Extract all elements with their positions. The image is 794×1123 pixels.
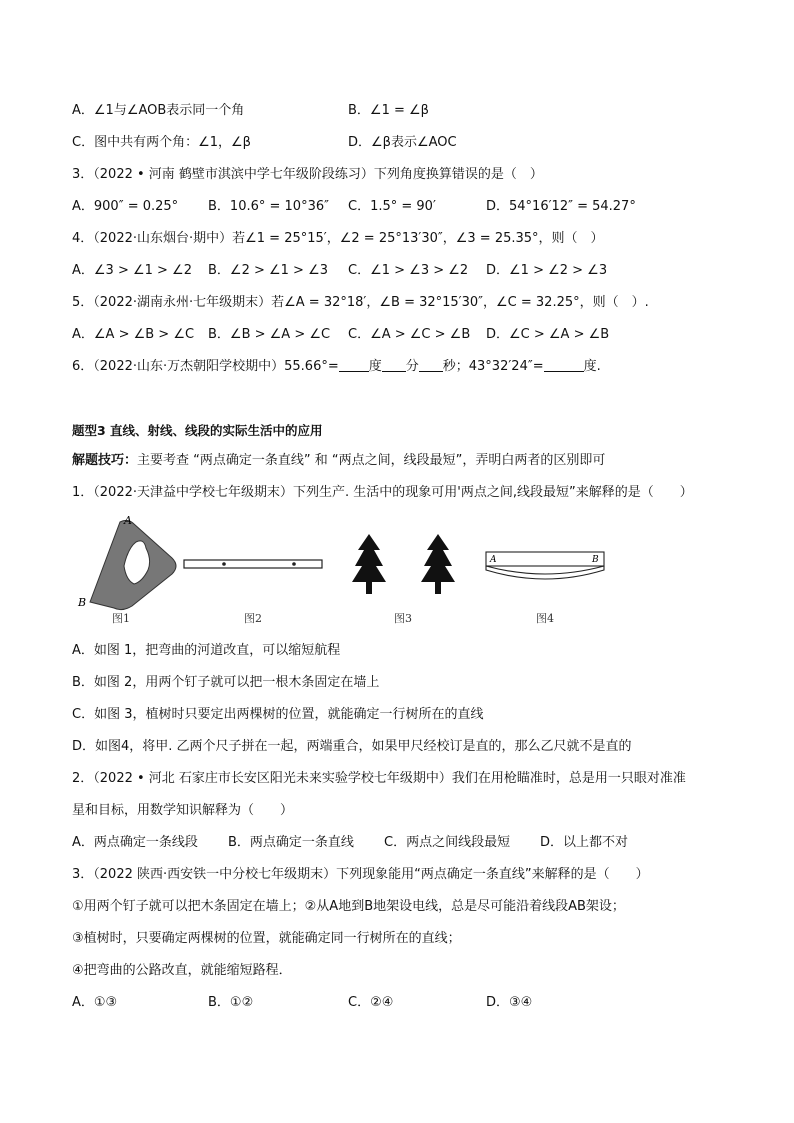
question-options-row: [348, 102, 429, 120]
fig4-label-b: B: [592, 555, 599, 565]
figure-1: [77, 514, 176, 610]
section-question-2-stem-cont: [72, 802, 293, 820]
option-b: B．①②: [208, 995, 254, 1010]
question-options-row: [72, 134, 251, 152]
figure-3-caption: 图3: [394, 612, 412, 625]
statement-text: ③植树时，只要确定两棵树的位置，就能确定同一行树所在的直线；: [72, 931, 461, 946]
question-6: [72, 358, 601, 376]
section-question-3-stem: [72, 866, 649, 884]
option-c: C．图中共有两个角：∠1，∠β: [72, 135, 251, 150]
section-question-2-option-d: [540, 834, 628, 852]
fig1-label-a: A: [124, 514, 132, 527]
question-5-option-d: [486, 326, 609, 344]
option-d: D．∠C > ∠A > ∠B: [486, 327, 610, 342]
answer-blank[interactable]: [382, 358, 406, 372]
answer-blank[interactable]: [544, 358, 584, 372]
fig1-label-b: B: [78, 596, 87, 609]
question-4-option-d: [486, 262, 607, 280]
option-b: B．如图 2，用两个钉子就可以把一根木条固定在墙上: [72, 675, 380, 690]
section-question-2-option-c: [384, 834, 510, 852]
question-5-option-a: [72, 326, 194, 344]
question-text: 6．（2022·山东·万杰朝阳学校期中）55.66°=: [72, 359, 339, 374]
figure-3: [352, 534, 455, 594]
question-text: 3．（2022 陕西·西安铁一中分校七年级期末）下列现象能用“两点确定一条直线”来解释的是（ ）: [72, 867, 649, 882]
option-a: A．如图 1，把弯曲的河道改直，可以缩短航程: [72, 643, 341, 658]
option-a: A．∠A > ∠B > ∠C: [72, 327, 195, 342]
section-title: [72, 422, 323, 440]
section-question-1-option-d: [72, 738, 632, 756]
unit-text: 分: [405, 359, 419, 374]
option-a: A．①③: [72, 995, 118, 1010]
question-options-row: [72, 102, 244, 120]
figure-1-caption: 图1: [112, 612, 130, 625]
section-question-3-item-1-2: [72, 898, 625, 916]
question-text: 星和目标，用数学知识解释为（ ）: [72, 803, 294, 818]
unit-text: 秒；43°32′24″=: [442, 359, 544, 374]
question-3-option-c: [348, 198, 436, 216]
question-3-stem: [72, 166, 543, 184]
question-3-option-a: [72, 198, 178, 216]
section-question-1-stem: [72, 484, 693, 502]
option-d: D．54°16′12″ = 54.27°: [486, 199, 636, 214]
option-c: C．两点之间线段最短: [384, 835, 511, 850]
question-4-stem: [72, 230, 604, 248]
section-question-2-stem: [72, 770, 686, 788]
question-4-option-c: [348, 262, 468, 280]
question-text: 4．（2022·山东烟台·期中）若∠1 = 25°15′，∠2 = 25°13′30″，∠3 = 25.35°，则（ ）: [72, 231, 604, 246]
figure-row: [72, 508, 722, 628]
option-a: A．∠3 > ∠1 > ∠2: [72, 263, 192, 278]
section-question-1-option-a: [72, 642, 340, 660]
solving-tip: [72, 452, 605, 470]
option-a: A．∠1与∠AOB表示同一个角: [72, 103, 245, 118]
section-question-3-option-b: [208, 994, 253, 1012]
section-question-1-option-c: [72, 706, 483, 724]
section-question-2-option-a: [72, 834, 198, 852]
option-b: B．∠1 = ∠β: [348, 103, 429, 118]
question-text: 2．（2022 • 河北 石家庄市长安区阳光未来实验学校七年级期中）我们在用枪瞄准时，总是用一只眼对准准: [72, 771, 686, 786]
section-question-3-option-c: [348, 994, 393, 1012]
question-options-row: [348, 134, 457, 152]
figure-4-caption: 图4: [536, 612, 554, 625]
option-d: D．∠1 > ∠2 > ∠3: [486, 263, 608, 278]
option-b: B．∠2 > ∠1 > ∠3: [208, 263, 329, 278]
option-c: C．∠A > ∠C > ∠B: [348, 327, 471, 342]
figure-4: [486, 552, 604, 579]
figure-2: [184, 560, 322, 568]
answer-blank[interactable]: [339, 358, 369, 372]
option-c: C．∠1 > ∠3 > ∠2: [348, 263, 469, 278]
question-4-option-a: [72, 262, 192, 280]
option-d: D．③④: [486, 995, 533, 1010]
question-3-option-b: [208, 198, 329, 216]
option-d: D．∠β表示∠AOC: [348, 135, 457, 150]
option-d: D．以上都不对: [540, 835, 629, 850]
section-question-3-item-4: [72, 962, 292, 980]
section-question-3-option-a: [72, 994, 117, 1012]
option-c: C．如图 3，植树时只要定出两棵树的位置，就能确定一行树所在的直线: [72, 707, 484, 722]
tip-text: 主要考查 “两点确定一条直线” 和 “两点之间，线段最短”，弄明白两者的区别即可: [137, 453, 606, 468]
option-b: B．∠B > ∠A > ∠C: [208, 327, 331, 342]
section-question-3-item-3: [72, 930, 461, 948]
question-text: 3．（2022 • 河南 鹤壁市淇滨中学七年级阶段练习）下列角度换算错误的是（ ）: [72, 167, 543, 182]
answer-blank[interactable]: [419, 358, 443, 372]
section-question-1-option-b: [72, 674, 379, 692]
statement-text: ①用两个钉子就可以把木条固定在墙上；②从A地到B地架设电线，总是尽可能沿着线段AB架设；: [72, 899, 625, 914]
option-a: A．两点确定一条线段: [72, 835, 198, 850]
unit-text: 度.: [583, 359, 601, 374]
option-c: C．②④: [348, 995, 394, 1010]
question-text: 1．（2022·天津益中学校七年级期末）下列生产. 生活中的现象可用'两点之间,线段最短”来解释的是（ ）: [72, 485, 693, 500]
statement-text: ④把弯曲的公路改直，就能缩短路程．: [72, 963, 292, 978]
unit-text: 度: [368, 359, 382, 374]
question-5-option-b: [208, 326, 330, 344]
question-4-option-b: [208, 262, 328, 280]
question-3-option-d: [486, 198, 636, 216]
question-5-option-c: [348, 326, 470, 344]
option-d: D．如图4，将甲. 乙两个尺子拼在一起，两端重合，如果甲尺经校订是直的，那么乙尺就不是直的: [72, 739, 632, 754]
option-c: C．1.5° = 90′: [348, 199, 436, 214]
tip-label: 解题技巧：: [72, 453, 138, 468]
section-question-2-option-b: [228, 834, 354, 852]
fig4-label-a: A: [490, 555, 497, 565]
option-a: A．900″ = 0.25°: [72, 199, 179, 214]
question-text: 5．（2022·湖南永州·七年级期末）若∠A = 32°18′，∠B = 32°15′30″，∠C = 32.25°，则（ ）.: [72, 295, 649, 310]
option-b: B．两点确定一条直线: [228, 835, 354, 850]
section-title-text: 题型3 直线、射线、线段的实际生活中的应用: [72, 423, 323, 438]
figure-2-caption: 图2: [244, 612, 262, 625]
section-question-3-option-d: [486, 994, 532, 1012]
question-5-stem: [72, 294, 649, 312]
option-b: B．10.6° = 10°36″: [208, 199, 329, 214]
